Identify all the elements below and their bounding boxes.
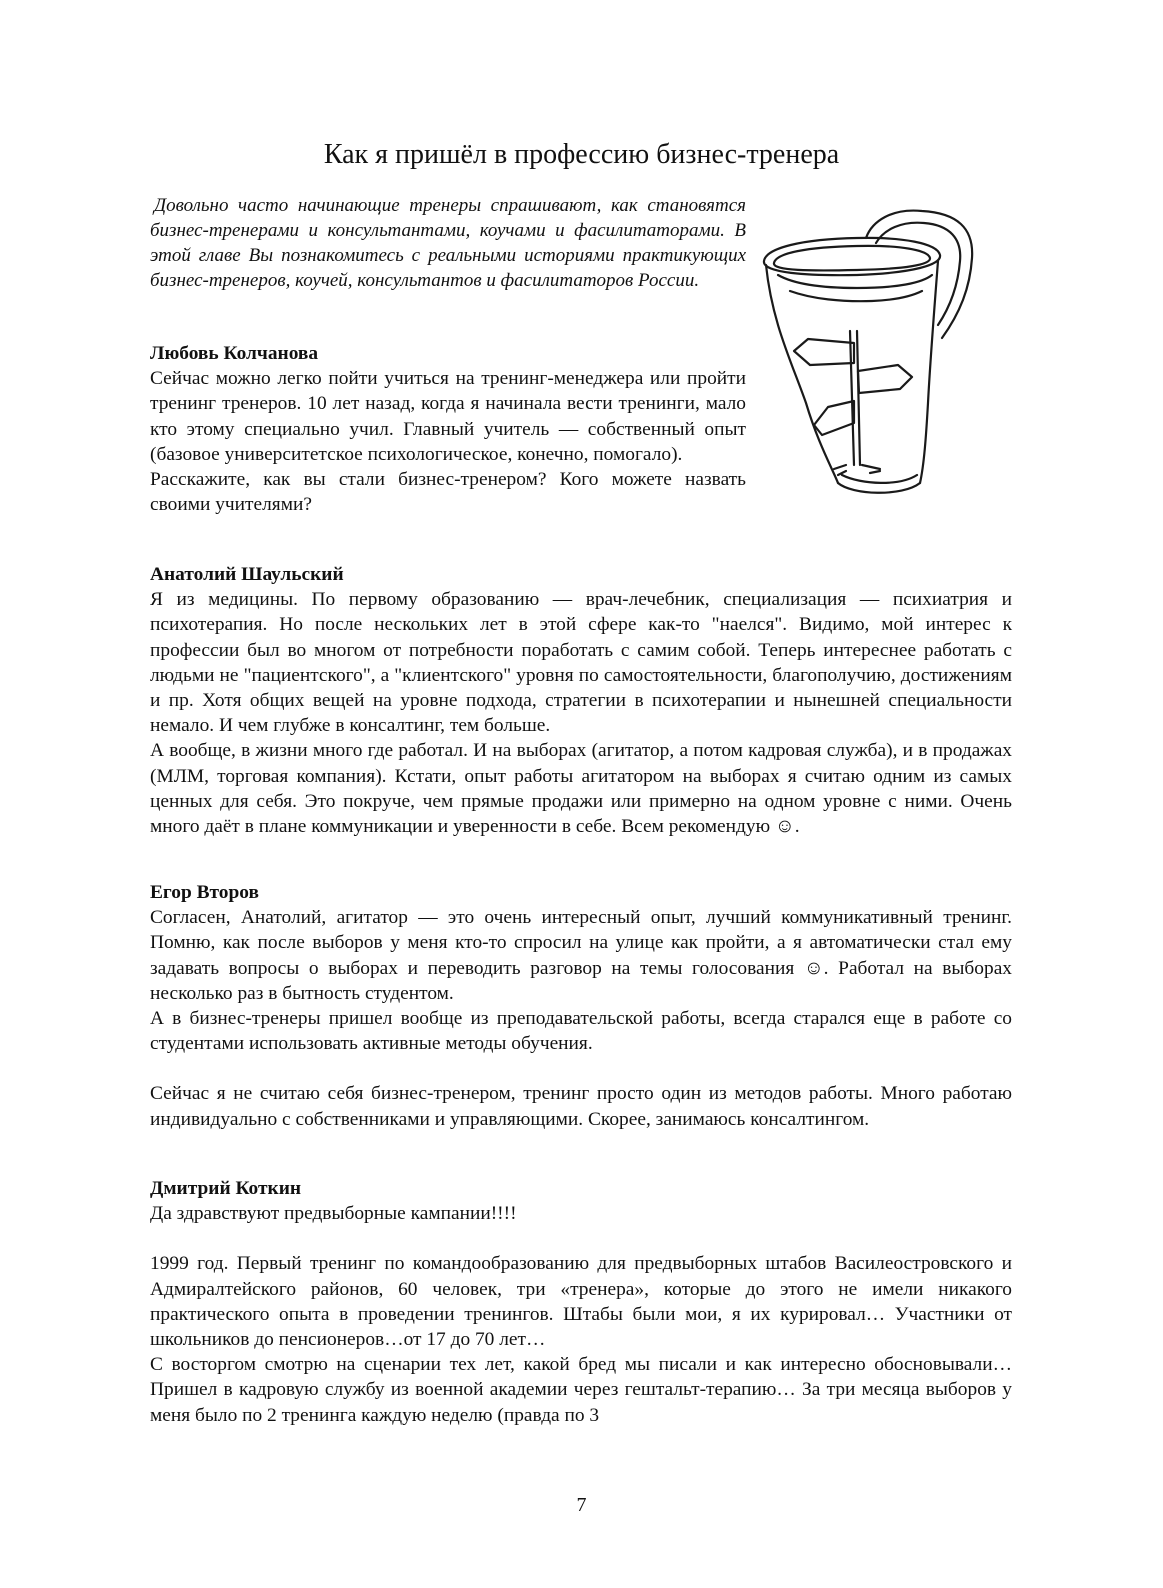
section-kotkin [150,1176,1012,1428]
paragraph: С восторгом смотрю на сценарии тех лет, какой бред мы писали и как интересно обосновывали… Пришел в кадровую службу из военной академии через гештальт-терапию… За три месяца выборов у меня было по 2 тренинга каждую неделю (правда по 3 [150,1354,1012,1426]
author-name: Анатолий Шаульский [150,564,344,585]
paragraph: Сейчас я не считаю себя бизнес-тренером, тренинг просто один из методов работы. Много работаю индивидуально с собственниками и управляющими. Скорее, занимаюсь консалтингом. [150,1083,1012,1130]
paragraph: Сейчас можно легко пойти учиться на тренинг-менеджера или пройти тренинг тренеров. 10 лет назад, когда я начинала вести тренинги, мало кто этому специально учил. Главный учитель — собственный опыт (базовое университетское психологическое, конечно, помогало). [150,368,746,465]
intro-paragraph: Довольно часто начинающие тренеры спрашивают, как становятся бизнес-тренерами и консультантами, коучами и фасилитаторами. В этой главе Вы познакомитесь с реальными историями практикующих бизнес-тренеров, коучей, консультантов и фасилитаторов России. [150,195,746,291]
paragraph: Я из медицины. По первому образованию — врач-лечебник, специализация — психиатрия и психотерапия. Но после нескольких лет в этой сфере как-то "наелся". Видимо, мой интерес к профессии был во многом от потребности поработать с самим собой. Теперь интереснее работать с людьми не "пациентского", а "клиентского" уровня по самостоятельности, благополучию, достижениям и пр. Хотя общих вещей на уровне подхода, стратегии в психотерапии и нынешней специальности немало. И чем глубже в консалтинг, тем больше. [150,589,1012,737]
section-vtorov [150,880,1012,1132]
paragraph: Расскажите, как вы стали бизнес-тренером? Кого можете назвать своими учителями? [150,469,746,516]
paragraph: А вообще, в жизни много где работал. И на выборах (агитатор, а потом кадровая служба), и в продажах (МЛМ, торговая компания). Кстати, опыт работы агитатором на выборах я считаю одним из самых ценных для себя. Это покруче, чем прямые продажи или примерно на одном уровне с ними. Очень много даёт в плане коммуникации и уверенности в себе. Всем рекомендую ☺. [150,740,1012,838]
paragraph: 1999 год. Первый тренинг по командообразованию для предвыборных штабов Василеостровского и Адмиралтейского районов, 60 человек, три «тренера», которые до этого не имели никакого практического опыта в проведении тренингов. Штабы были мои, я их курировал… Участники от школьников до пенсионеров…от 17 до 70 лет… [150,1253,1012,1351]
paragraph: А в бизнес-тренеры пришел вообще из преподавательской работы, всегда старался еще в работе со студентами использовать активные методы обучения. [150,1008,1012,1055]
author-name: Дмитрий Коткин [150,1178,302,1199]
page-number: 7 [576,1494,587,1516]
paragraph: Да здравствуют предвыборные кампании!!!! [150,1203,517,1225]
mug-signpost-illustration [762,203,994,499]
section-shaulsky [150,562,1012,839]
page-title: Как я пришёл в профессию бизнес-тренера [323,139,840,170]
section-kolchanova [150,341,746,517]
paragraph: Согласен, Анатолий, агитатор — это очень интересный опыт, лучший коммуникативный тренинг. Помню, как после выборов у меня кто-то спросил на улице как пройти, а я автоматически стал ему задавать вопросы о выборах и переводить разговор на темы голосования ☺. Работал на выборах несколько раз в бытность студентом. [150,907,1012,1004]
author-name: Егор Второв [150,882,259,903]
author-name: Любовь Колчанова [150,343,319,364]
